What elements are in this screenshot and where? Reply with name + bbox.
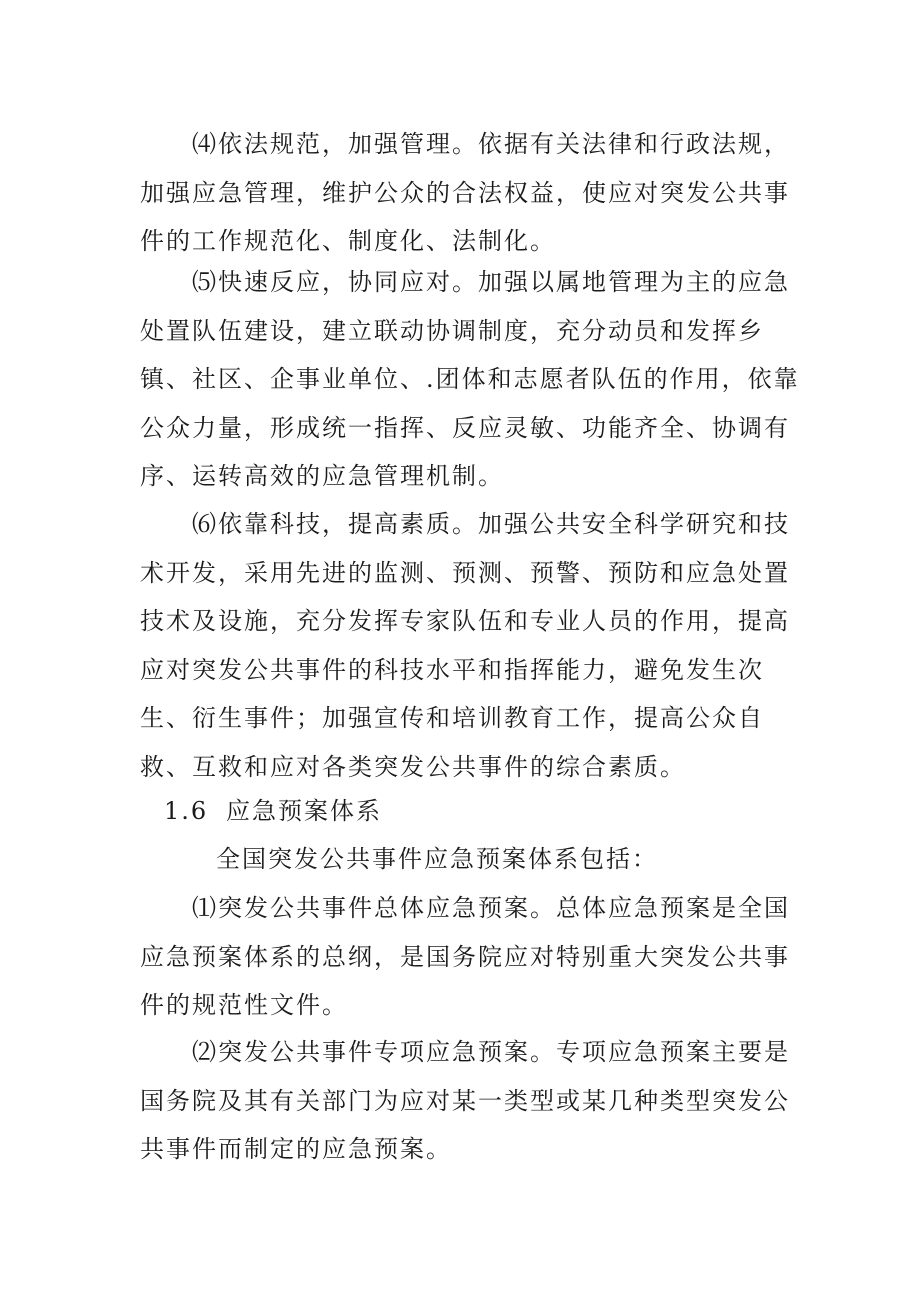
paragraph-text: ⑴突发公共事件总体应急预案。总体应急预案是全国应急预案体系的总纲，是国务院应对特别重大突发公共事件的规范性文件。: [140, 894, 790, 1020]
paragraph-text: 全国突发公共事件应急预案体系包括：: [216, 845, 658, 873]
paragraph-plan-2: [140, 1028, 800, 1174]
section-number: 1.6: [164, 797, 209, 825]
section-title: 应急预案体系: [226, 797, 382, 825]
paragraph-principle-4: [140, 120, 800, 266]
paragraph-intro: [140, 835, 800, 884]
paragraph-text: ⑵突发公共事件专项应急预案。专项应急预案主要是国务院及其有关部门为应对某一类型或某几种类型突发公共事件而制定的应急预案。: [140, 1038, 790, 1164]
paragraph-principle-5: [140, 258, 800, 501]
section-heading: [140, 787, 800, 836]
paragraph-principle-6: [140, 500, 800, 792]
paragraph-text: ⑷依法规范，加强管理。依据有关法律和行政法规，加强应急管理，维护公众的合法权益，使应对突发公共事件的工作规范化、制度化、法制化。: [140, 130, 790, 256]
paragraph-text: ⑸快速反应，协同应对。加强以属地管理为主的应急处置队伍建设，建立联动协调制度，充分动员和发挥乡镇、社区、企事业单位、.团体和志愿者队伍的作用，依靠公众力量，形成统一指挥、反应灵敏、功能齐全、协调有序、运转高效的应急管理机制。: [140, 268, 800, 491]
paragraph-text: ⑹依靠科技，提高素质。加强公共安全科学研究和技术开发，采用先进的监测、预测、预警、预防和应急处置技术及设施，充分发挥专家队伍和专业人员的作用，提高应对突发公共事件的科技水平和指挥能力，避免发生次生、衍生事件；加强宣传和培训教育工作，提高公众自救、互救和应对各类突发公共事件的综合素质。: [140, 510, 790, 781]
paragraph-plan-1: [140, 884, 800, 1030]
